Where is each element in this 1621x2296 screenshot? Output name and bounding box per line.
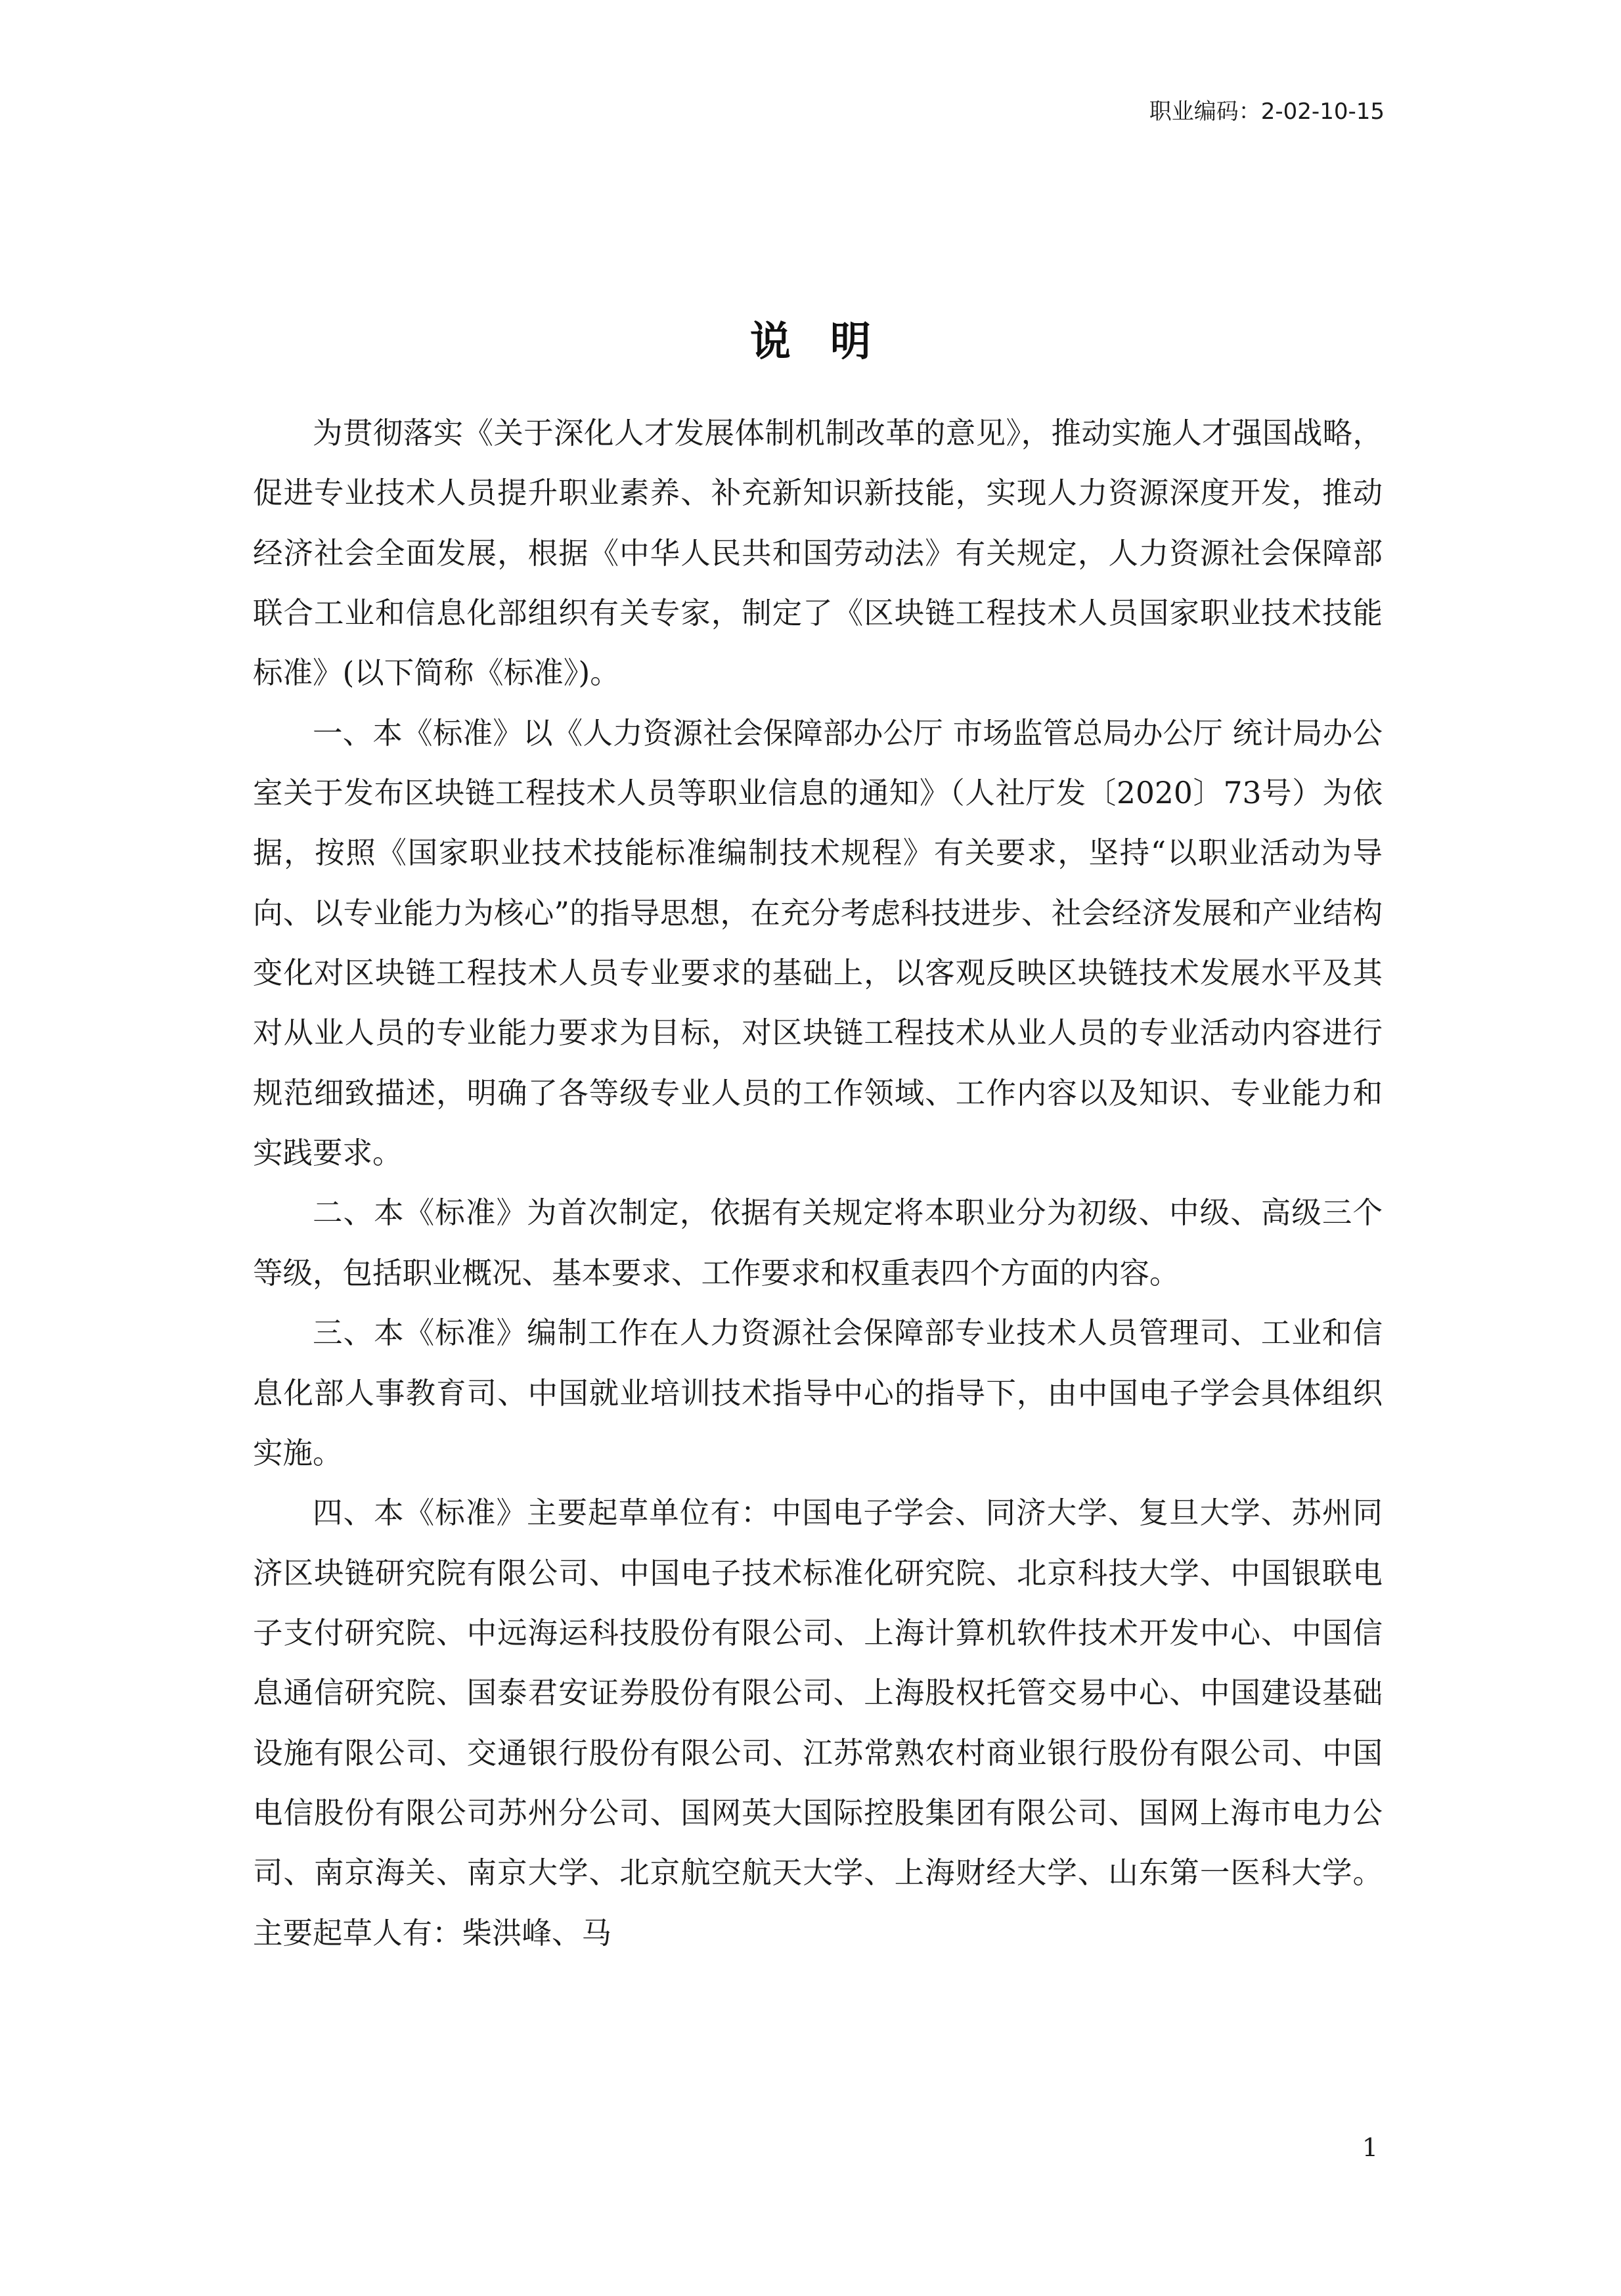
paragraph-intro: 为贯彻落实《关于深化人才发展体制机制改革的意见》，推动实施人才强国战略，促进专业技术人员提升职业素养、补充新知识新技能，实现人力资源深度开发，推动经济社会全面发展，根据《中华人民共和国劳动法》有关规定，人力资源社会保障部联合工业和信息化部组织有关专家，制定了《区块链工程技术人员国家职业技术技能标准》(以下简称《标准》)。 bbox=[253, 416, 1383, 691]
paragraph-item-1: 一、本《标准》以《人力资源社会保障部办公厅 市场监管总局办公厅 统计局办公室关于发布区块链工程技术人员等职业信息的通知》（人社厅发〔2020〕73号）为依据，按照《国家职业技术技能标准编制技术规程》有关要求，坚持“以职业活动为导向、以专业能力为核心”的指导思想，在充分考虑科技进步、社会经济发展和产业结构变化对区块链工程技术人员专业要求的基础上，以客观反映区块链技术发展水平及其对从业人员的专业能力要求为目标，对区块链工程技术从业人员的专业活动内容进行规范细致描述，明确了各等级专业人员的工作领域、工作内容以及知识、专业能力和实践要求。 bbox=[253, 715, 1383, 1171]
paragraph-item-4: 四、本《标准》主要起草单位有：中国电子学会、同济大学、复旦大学、苏州同济区块链研究院有限公司、中国电子技术标准化研究院、北京科技大学、中国银联电子支付研究院、中远海运科技股份有限公司、上海计算机软件技术开发中心、中国信息通信研究院、国泰君安证券股份有限公司、上海股权托管交易中心、中国建设基础设施有限公司、交通银行股份有限公司、江苏常熟农村商业银行股份有限公司、中国电信股份有限公司苏州分公司、国网英大国际控股集团有限公司、国网上海市电力公司、南京海关、南京大学、北京航空航天大学、上海财经大学、山东第一医科大学。主要起草人有：柴洪峰、马 bbox=[253, 1495, 1383, 1951]
paragraph-item-3: 三、本《标准》编制工作在人力资源社会保障部专业技术人员管理司、工业和信息化部人事教育司、中国就业培训技术指导中心的指导下，由中国电子学会具体组织实施。 bbox=[253, 1315, 1383, 1470]
page-number: 1 bbox=[1362, 2133, 1378, 2162]
page-title: 说明 bbox=[749, 317, 910, 365]
document-body bbox=[253, 403, 1383, 1963]
paragraph-item-2: 二、本《标准》为首次制定，依据有关规定将本职业分为初级、中级、高级三个等级，包括职业概况、基本要求、工作要求和权重表四个方面的内容。 bbox=[253, 1195, 1383, 1291]
occupation-code: 职业编码：2-02-10-15 bbox=[1149, 99, 1385, 125]
